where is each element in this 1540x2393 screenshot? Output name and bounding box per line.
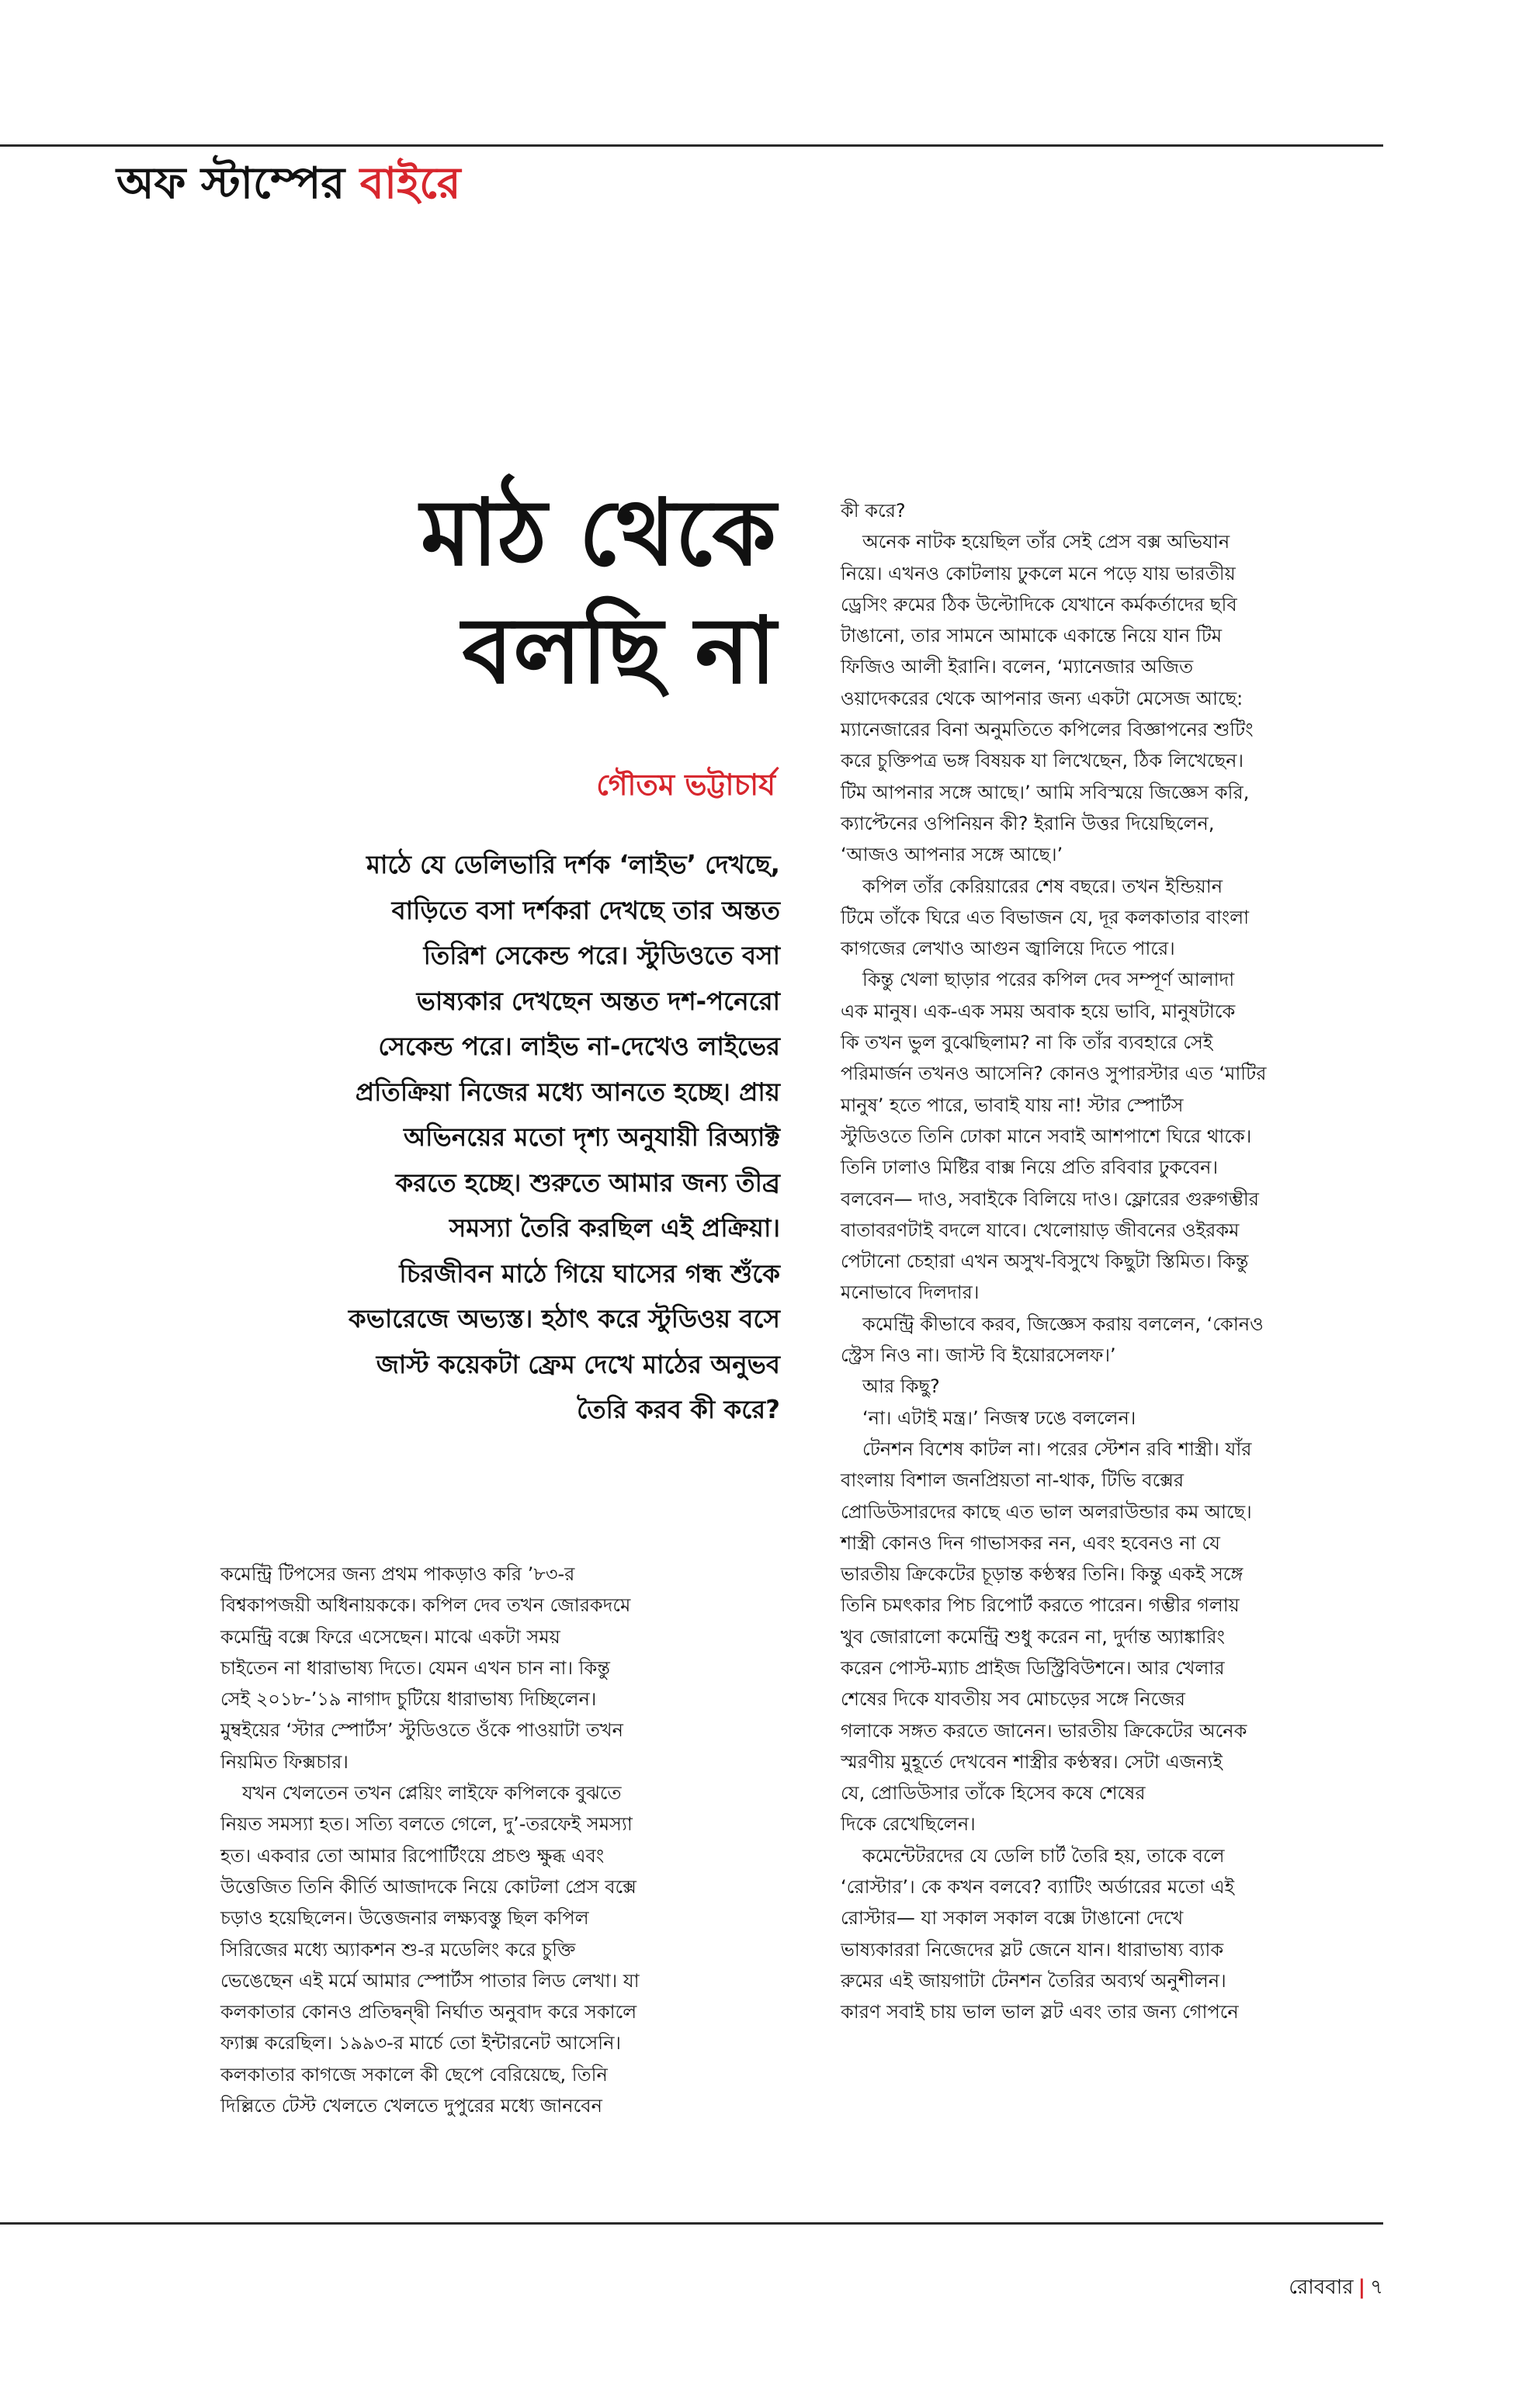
text-line: এক মানুষ। এক-এক সময় অবাক হয়ে ভাবি, মানুষটাকে [841, 1000, 1236, 1022]
text-line: ভাষ্যকাররা নিজেদের স্লট জেনে যান। ধারাভাষ্য ব্যাক [841, 1938, 1224, 1961]
text-line: কি তখন ভুল বুঝেছিলাম? না কি তাঁর ব্যবহারে সেই [841, 1032, 1213, 1054]
text-line: টিমে তাঁকে ঘিরে এত বিভাজন যে, দূর কলকাতার বাংলা [841, 906, 1250, 928]
text-line: টিম আপনার সঙ্গে আছে।’ আমি সবিস্ময়ে জিজ্ঞেস করি, [841, 781, 1250, 803]
text-line: খুব জোরালো কমেন্ট্রি শুধু করেন না, দুর্দান্ত অ্যাঙ্কারিং [841, 1625, 1225, 1648]
text-line: ফ্যাক্স করেছিল। ১৯৯৩-র মার্চে তো ইন্টারনেট আসেনি। [220, 2032, 621, 2055]
standfirst-line: তৈরি করব কী করে? [577, 1395, 780, 1424]
text-line: কারণ সবাই চায় ভাল ভাল স্লট এবং তার জন্য গোপনে [841, 2001, 1239, 2024]
text-line: শাস্ত্রী কোনও দিন গাভাসকর নন, এবং হবেনও না যে [841, 1531, 1220, 1554]
standfirst-line: চিরজীবন মাঠে গিয়ে ঘাসের গন্ধ শুঁকে [399, 1258, 780, 1288]
text-line: স্মরণীয় মুহূর্তে দেখবেন শাস্ত্রীর কণ্ঠস্বর। সেটা এজন্যই [841, 1750, 1223, 1773]
text-line: ক্যাপ্টেনের ওপিনিয়ন কী? ইরানি উত্তর দিয়েছিলেন, [841, 812, 1215, 834]
text-line: নিয়ত সমস্যা হত। সত্যি বলতে গেলে, দু’-তরফেই সমস্যা [220, 1813, 633, 1836]
text-line: ‘রোস্টার’। কে কখন বলবে? ব্যাটিং অর্ডারের মতো এই [841, 1876, 1235, 1899]
text-line: ওয়াদেকরের থেকে আপনার জন্য একটা মেসেজ আছে: [841, 687, 1243, 709]
text-line: মনোভাবে দিলদার। [841, 1281, 980, 1304]
text-line: রুমের এই জায়গাটা টেনশন তৈরির অব্যর্থ অনুশীলন। [841, 1969, 1226, 1992]
text-line: মানুষ’ হতে পারে, ভাবাই যায় না! স্টার স্পোর্টস [841, 1094, 1184, 1116]
text-line: বাংলায় বিশাল জনপ্রিয়তা না-থাক, টিভি বক্সের [841, 1469, 1184, 1492]
text-line: ভারতীয় ক্রিকেটের চূড়ান্ত কণ্ঠস্বর তিনি। কিন্তু একই সঙ্গে [841, 1563, 1243, 1586]
text-line: পেটানো চেহারা এখন অসুখ-বিসুখে কিছুটা স্তিমিত। কিন্তু [841, 1250, 1249, 1273]
headline-line: বলছি না [462, 597, 776, 704]
text-line: কলকাতার কাগজে সকালে কী ছেপে বেরিয়েছে, তিনি [220, 2063, 608, 2086]
text-line: গলাকে সঙ্গত করতে জানেন। ভারতীয় ক্রিকেটের অনেক [841, 1719, 1247, 1742]
text-line: কী করে? [841, 500, 906, 522]
text-line: বাতাবরণটাই বদলে যাবে। খেলোয়াড় জীবনের ওইরকম [841, 1219, 1240, 1241]
text-line: হত। একবার তো আমার রিপোর্টিংয়ে প্রচণ্ড ক্ষুব্ধ এবং [220, 1844, 605, 1867]
bottom-rule [0, 2222, 1383, 2225]
body-column-left [220, 1559, 783, 2121]
standfirst [105, 842, 780, 1433]
text-line: বলবেন— দাও, সবাইকে বিলিয়ে দাও। ফ্লোরের গুরুগম্ভীর [841, 1188, 1259, 1210]
section-label [116, 158, 461, 210]
body-column-right [841, 495, 1384, 2028]
text-line: দিল্লিতে টেস্ট খেলতে খেলতে দুপুরের মধ্যে জানবেন [220, 2095, 602, 2117]
text-line: স্ট্রেস নিও না। জাস্ট বি ইয়োরসেলফ।’ [841, 1344, 1116, 1367]
text-line: ম্যানেজারের বিনা অনুমতিতে কপিলের বিজ্ঞাপনের শুটিং [841, 719, 1254, 741]
standfirst-line: বাড়িতে বসা দর্শকরা দেখছে তার অন্তত [391, 895, 780, 925]
standfirst-line: সমস্যা তৈরি করছিল এই প্রক্রিয়া। [449, 1213, 780, 1243]
text-line: মুম্বইয়ের ‘স্টার স্পোর্টস’ স্টুডিওতে ওঁকে পাওয়াটা তখন [220, 1719, 623, 1742]
text-line: কমেন্টেটরদের যে ডেলি চার্ট তৈরি হয়, তাকে বলে [862, 1844, 1225, 1867]
standfirst-line: করতে হচ্ছে। শুরুতে আমার জন্য তীব্র [395, 1167, 780, 1198]
text-line: চড়াও হয়েছিলেন। উত্তেজনার লক্ষ্যবস্তু ছিল কপিল [220, 1907, 589, 1930]
text-line: কপিল তাঁর কেরিয়ারের শেষ বছরে। তখন ইন্ডিয়ান [862, 875, 1223, 897]
text-line: উত্তেজিত তিনি কীর্তি আজাদকে নিয়ে কোটলা প্রেস বক্সে [220, 1875, 636, 1898]
section-label-main: অফ স্টাম্পের [116, 158, 360, 209]
text-line: যে, প্রোডিউসার তাঁকে হিসেব কষে শেষের [841, 1782, 1146, 1805]
magazine-name: রোববার [1289, 2276, 1354, 2299]
standfirst-line: জাস্ট কয়েকটা ফ্রেম দেখে মাঠের অনুভব [376, 1349, 780, 1379]
text-line: তিনি চমৎকার পিচ রিপোর্ট করতে পারেন। গম্ভীর গলায় [841, 1594, 1240, 1617]
text-line: নিয়মিত ফিক্সচার। [220, 1750, 349, 1773]
text-line: কমেন্ট্রি টিপসের জন্য প্রথম পাকড়াও করি ’৮৩-র [220, 1563, 575, 1585]
text-line: ফিজিও আলী ইরানি। বলেন, ‘ম্যানেজার অজিত [841, 656, 1194, 678]
standfirst-line: অভিনয়ের মতো দৃশ্য অনুযায়ী রিঅ্যাক্ট [404, 1122, 780, 1152]
standfirst-line: প্রতিক্রিয়া নিজের মধ্যে আনতে হচ্ছে। প্রায় [355, 1077, 780, 1107]
text-line: কলকাতার কোনও প্রতিদ্বন্দ্বী নির্ঘাত অনুবাদ করে সকালে [220, 2001, 637, 2024]
headline [295, 473, 776, 709]
text-line: চাইতেন না ধারাভাষ্য দিতে। যেমন এখন চান না। কিন্তু [220, 1656, 610, 1679]
text-line: করে চুক্তিপত্র ভঙ্গ বিষয়ক যা লিখেছেন, ঠিক লিখেছেন। [841, 750, 1244, 772]
text-line: অনেক নাটক হয়েছিল তাঁর সেই প্রেস বক্স অভিযান [862, 531, 1230, 553]
text-line: সিরিজের মধ্যে অ্যাকশন শু-র মডেলিং করে চুক্তি [220, 1938, 576, 1961]
text-line: ‘না। এটাই মন্ত্র।’ নিজস্ব ঢঙে বললেন। [862, 1406, 1136, 1429]
text-line: টাঙানো, তার সামনে আমাকে একান্তে নিয়ে যান টিম [841, 625, 1223, 647]
section-label-accent: বাইরে [359, 158, 461, 209]
text-line: আর কিছু? [862, 1375, 940, 1398]
standfirst-line: ভাষ্যকার দেখছেন অন্তত দশ-পনেরো [416, 986, 780, 1016]
page-number: ৭ [1370, 2276, 1383, 2299]
footer-separator: | [1358, 2276, 1366, 2299]
headline-line: মাঠ থেকে [420, 479, 776, 586]
text-line: ড্রেসিং রুমের ঠিক উল্টোদিকে যেখানে কর্মকর্তাদের ছবি [841, 593, 1237, 616]
text-line: করেন পোস্ট-ম্যাচ প্রাইজ ডিস্ট্রিবিউশনে। আর খেলার [841, 1656, 1225, 1679]
text-line: সেই ২০১৮-’১৯ নাগাদ চুটিয়ে ধারাভাষ্য দিচ্ছিলেন। [220, 1688, 597, 1711]
text-line: পরিমার্জন তখনও আসেনি? কোনও সুপারস্টার এত ‘মাটির [841, 1063, 1267, 1085]
standfirst-line: তিরিশ সেকেন্ড পরে। স্টুডিওতে বসা [423, 941, 780, 970]
text-line: টেনশন বিশেষ কাটল না। পরের স্টেশন রবি শাস্ত্রী। যাঁর [862, 1438, 1252, 1460]
top-rule [0, 144, 1383, 147]
standfirst-line: কভারেজে অভ্যস্ত। হঠাৎ করে স্টুডিওয় বসে [348, 1304, 780, 1333]
text-line: নিয়ে। এখনও কোটলায় ঢুকলে মনে পড়ে যায় ভারতীয় [841, 562, 1236, 584]
text-line: কমেন্ট্রি বক্সে ফিরে এসেছেন। মাঝে একটা সময় [220, 1625, 560, 1648]
text-line: দিকে রেখেছিলেন। [841, 1813, 976, 1836]
standfirst-line: সেকেন্ড পরে। লাইভ না-দেখেও লাইভের [378, 1032, 780, 1061]
text-line: প্রোডিউসারদের কাছে এত ভাল অলরাউন্ডার কম আছে। [841, 1500, 1252, 1523]
text-line: শেষের দিকে যাবতীয় সব মোচড়ের সঙ্গে নিজের [841, 1688, 1185, 1711]
standfirst-line: মাঠে যে ডেলিভারি দর্শক ‘লাইভ’ দেখছে, [366, 850, 780, 879]
text-line: স্টুডিওতে তিনি ঢোকা মানে সবাই আশপাশে ঘিরে থাকে। [841, 1125, 1252, 1147]
text-line: কমেন্ট্রি কীভাবে করব, জিজ্ঞেস করায় বললেন, ‘কোনও [862, 1313, 1264, 1335]
text-line: রোস্টার— যা সকাল সকাল বক্সে টাঙানো দেখে [841, 1907, 1184, 1930]
text-line: ‘আজও আপনার সঙ্গে আছে।’ [841, 844, 1063, 866]
text-line: ভেঙেছেন এই মর্মে আমার স্পোর্টস পাতার লিড লেখা। যা [220, 1969, 640, 1992]
page-footer [1289, 2271, 1383, 2305]
byline: গৌতম ভট্টাচার্য [596, 768, 775, 802]
text-line: কিন্তু খেলা ছাড়ার পরের কপিল দেব সম্পূর্ণ আলাদা [862, 969, 1235, 991]
text-line: কাগজের লেখাও আগুন জ্বালিয়ে দিতে পারে। [841, 938, 1175, 960]
text-line: বিশ্বকাপজয়ী অধিনায়ককে। কপিল দেব তখন জোরকদমে [220, 1594, 631, 1617]
text-line: যখন খেলতেন তখন প্লেয়িং লাইফে কপিলকে বুঝতে [242, 1782, 622, 1805]
text-line: তিনি ঢালাও মিষ্টির বাক্স নিয়ে প্রতি রবিবার ঢুকবেন। [841, 1157, 1219, 1179]
